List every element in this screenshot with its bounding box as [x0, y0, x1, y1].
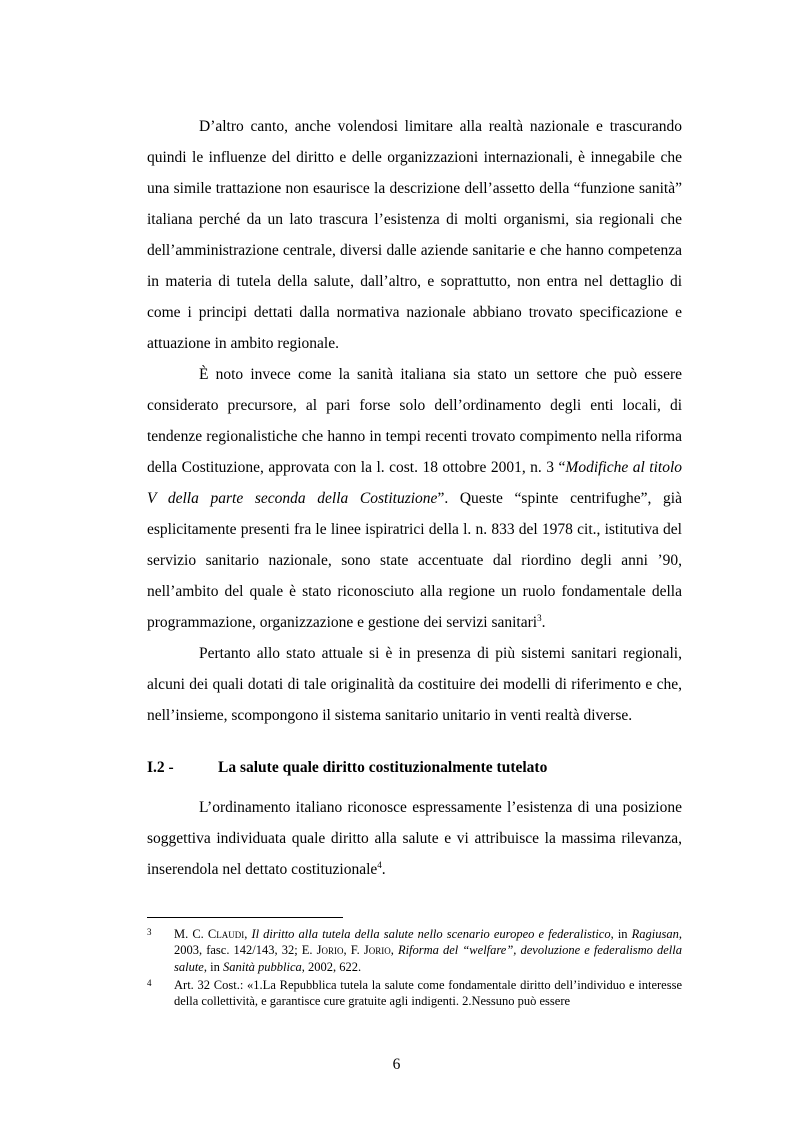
paragraph-2	[147, 359, 682, 638]
section-title: La salute quale diritto costituzionalmente tutelato	[218, 759, 548, 776]
footnote-text	[174, 926, 682, 975]
fn-part: , F.	[343, 943, 364, 958]
fn-part: , in	[610, 927, 632, 941]
fn-part: ,	[244, 927, 252, 941]
footnote-separator	[147, 917, 343, 918]
footnote-text: Art. 32 Cost.: «1.La Repubblica tutela la salute come fondamentale diritto dell’individuo e interesse della collettività, e garantisce cure gratuite agli indigenti. 2.Nessuno può essere	[174, 977, 682, 1009]
footnote-number: 4	[147, 977, 152, 988]
fn-author: Claudi	[207, 927, 245, 941]
section-body	[147, 792, 682, 885]
fn-journal: Sanità pubblica	[222, 959, 302, 974]
footnote-number: 3	[147, 927, 152, 937]
page-number: 6	[392, 1056, 401, 1073]
section-paragraph-text: L’ordinamento italiano riconosce espressamente l’esistenza di una posizione soggettiva individuata quale diritto alla salute e vi attribuisce la massima rilevanza, inserendola nel dettato costituzionale	[147, 799, 682, 878]
footnote-ref-3[interactable]: 3	[537, 612, 542, 623]
footnotes	[147, 926, 682, 1011]
paragraph-1: D’altro canto, anche volendosi limitare alla realtà nazionale e trascurando quindi le influenze del diritto e delle organizzazioni internazionali, è innegabile che una simile trattazione non esaurisce la descrizione dell’assetto della “funzione sanità” italiana perché da un lato trascura l’esistenza di molti organismi, sia regionali che dell’amministrazione centrale, diversi dalle aziende sanitarie e che hanno competenza in materia di tutela della salute, dall’altro, e soprattutto, non entra nel dettaglio di come i principi dettati dalla normativa nazionale abbiano trovato specificazione e attuazione in ambito regionale.	[147, 118, 682, 352]
fn-title: Riforma del “welfare”, devoluzione e federalismo della salute	[174, 943, 683, 974]
fn-author: Jorio	[363, 943, 391, 958]
section-paragraph-end: .	[381, 861, 386, 878]
fn-author: Jorio	[316, 943, 344, 958]
footnote-3	[147, 926, 682, 975]
paragraph-2-text-cont: ”. Queste “spinte centrifughe”, già esplicitamente presenti fra le linee ispiratrici della l. n. 833 del 1978 cit., istitutiva del servizio sanitario nazionale, sono state accentuate dal riordino degli anni ’90, nell’ambito del quale è stato riconosciuto alla regione un ruolo fondamentale della programmazione, organizzazione e gestione dei servizi sanitari	[147, 490, 682, 631]
fn-part: , 2002, 622.	[301, 959, 362, 974]
paragraph-3: Pertanto allo stato attuale si è in presenza di più sistemi sanitari regionali, alcuni dei quali dotati di tale originalità da costituire dei modelli di riferimento e che, nell’insieme, scompongono il sistema sanitario unitario in venti realtà diverse.	[147, 645, 682, 724]
section-paragraph	[147, 792, 682, 885]
footnote-4	[147, 977, 682, 1010]
fn-journal: Ragiusan	[631, 927, 679, 941]
paragraph-2-text: È noto invece come la sanità italiana sia stato un settore che può essere considerato precursore, al pari forse solo dell’ordinamento degli enti locali, di tendenze regionalistiche che hanno in tempi recenti trovato compimento nella riforma della Costituzione, approvata con la l. cost. 18 ottobre 2001, n. 3 “	[147, 366, 682, 476]
body-text	[147, 111, 682, 731]
section-heading	[147, 752, 682, 783]
paragraph-2-italic-title: Modifiche al titolo V della parte seconda della Costituzione	[147, 459, 682, 507]
fn-part: M. C.	[174, 927, 208, 941]
footnote-ref-4[interactable]: 4	[377, 859, 382, 870]
section-number: I.2 -	[147, 759, 174, 776]
fn-part: , in	[203, 959, 223, 974]
fn-part: ,	[390, 943, 398, 958]
paragraph-2-end: .	[541, 614, 546, 631]
fn-part: , 2003, fasc. 142/143, 32; E.	[174, 927, 683, 958]
fn-title: Il diritto alla tutela della salute nello scenario europeo e federalistico	[251, 927, 611, 941]
